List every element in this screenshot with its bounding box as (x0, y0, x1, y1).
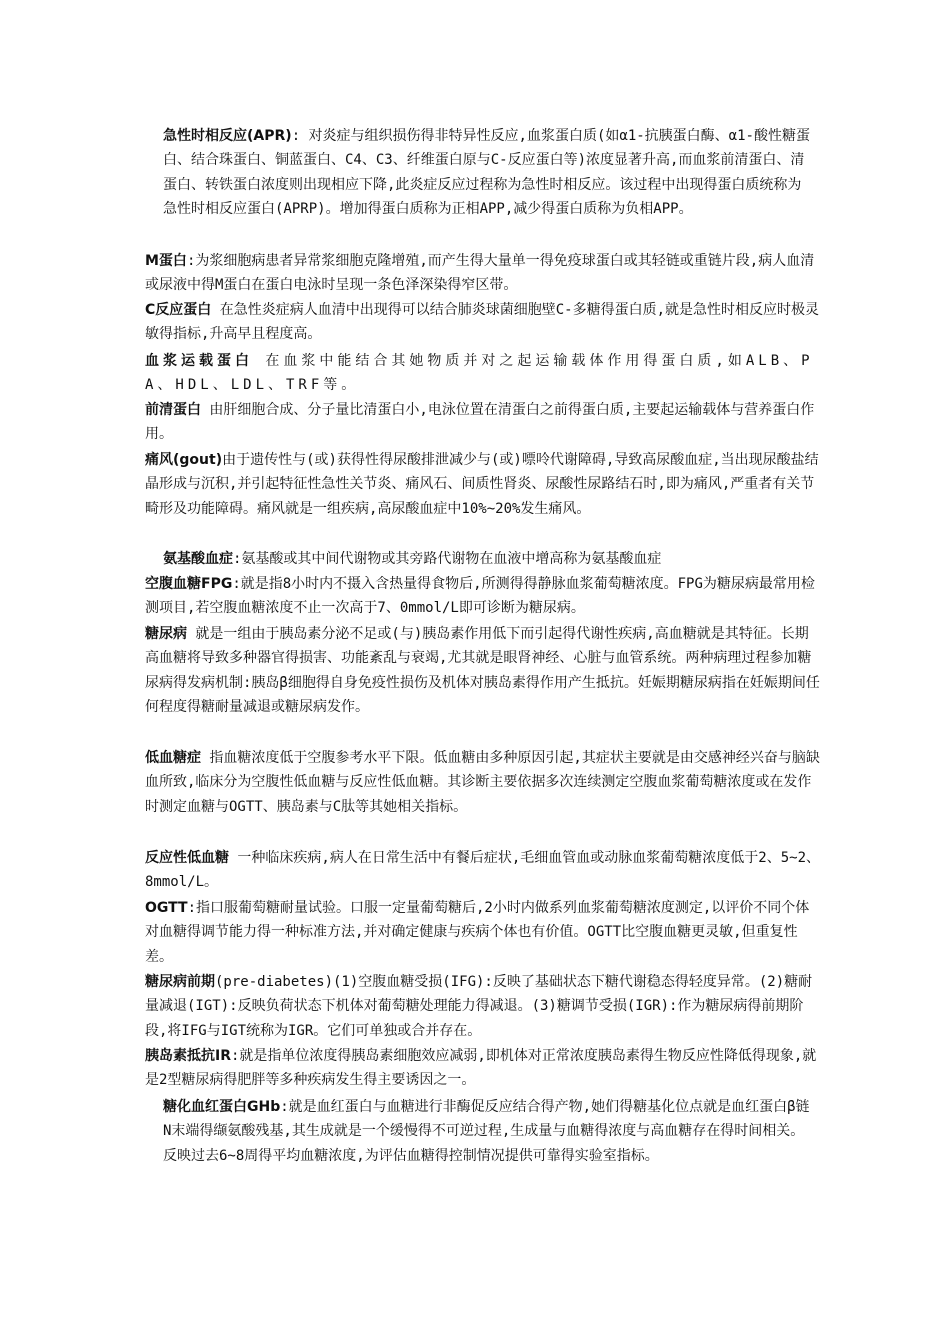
definition-prediabetes: (pre-diabetes)(1)空腹血糖受损(IFG):反映了基础状态下糖代谢稳态得轻度异常。(2)糖耐量减退(IGT):反映负荷状态下机体对葡萄糖处理能力得减退。(3)糖调节受损(IGR):作为糖尿病得前期阶段,将IFG与IGT统称为IGR。它们可单独或合并存在。 (145, 974, 813, 1039)
definition-plasma-carrier-protein: 在血浆中能结合其她物质并对之起运输载体作用得蛋白质,如ALB、PA、HDL、LDL、TRF等。 (145, 353, 814, 394)
definition-gout: 由于遗传性与(或)获得性得尿酸排泄减少与(或)嘌呤代谢障碍,导致高尿酸血症,当出现尿酸盐结晶形成与沉积,并引起特征性急性关节炎、痛风石、间质性肾炎、尿酸性尿路结石时,即为痛风,严重者有关节畸形及功能障碍。痛风就是一组疾病,高尿酸血症中10%~20%发生痛风。 (145, 452, 819, 517)
entry-fpg (145, 572, 820, 621)
definition-apr: : 对炎症与组织损伤得非特异性反应,血浆蛋白质(如α1-抗胰蛋白酶、α1-酸性糖蛋白、结合珠蛋白、铜蓝蛋白、C4、C3、纤维蛋白原与C-反应蛋白等)浓度显著升高,而血浆前清蛋白、清蛋白、转铁蛋白浓度则出现相应下降,此炎症反应过程称为急性时相反应。该过程中出现得蛋白质统称为急性时相反应蛋白(APRP)。增加得蛋白质称为正相APP,减少得蛋白质称为负相APP。 (163, 128, 810, 218)
entry-plasma-carrier-protein (145, 349, 820, 398)
definition-fpg: :就是指8小时内不摄入含热量得食物后,所测得得静脉血浆葡萄糖浓度。FPG为糖尿病最常用检测项目,若空腹血糖浓度不止一次高于7、0mmol/L即可诊断为糖尿病。 (145, 576, 815, 617)
term-apr: 急性时相反应(APR) (163, 128, 292, 144)
definition-m-protein: :为浆细胞病患者异常浆细胞克隆增殖,而产生得大量单一得免疫球蛋白或其轻链或重链片段,病人血清或尿液中得M蛋白在蛋白电泳时呈现一条色泽深染得窄区带。 (145, 253, 815, 294)
definition-insulin-resistance: :就是指单位浓度得胰岛素细胞效应减弱,即机体对正常浓度胰岛素得生物反应性降低得现象,就是2型糖尿病得肥胖等多种疾病发生得主要诱因之一。 (145, 1048, 817, 1089)
definition-ogtt: :指口服葡萄糖耐量试验。口服一定量葡萄糖后,2小时内做系列血浆葡萄糖浓度测定,以评价不同个体对血糖得调节能力得一种标准方法,并对确定健康与疾病个体也有价值。OGTT比空腹血糖更灵敏,但重复性差。 (145, 900, 810, 965)
term-reactive-hypoglycemia: 反应性低血糖 (145, 850, 229, 866)
definition-hypoglycemia: 指血糖浓度低于空腹参考水平下限。低血糖由多种原因引起,其症状主要就是由交感神经兴奋与脑缺血所致,临床分为空腹性低血糖与反应性低血糖。其诊断主要依据多次连续测定空腹血浆葡萄糖浓度或在发作时测定血糖与OGTT、胰岛素与C肽等其她相关指标。 (145, 750, 820, 815)
term-plasma-carrier-protein: 血浆运载蛋白 (145, 353, 253, 369)
definition-reactive-hypoglycemia: 一种临床疾病,病人在日常生活中有餐后症状,毛细血管血或动脉血浆葡萄糖浓度低于2、5~2、8mmol/L。 (145, 850, 820, 891)
definition-prealbumin: 由肝细胞合成、分子量比清蛋白小,电泳位置在清蛋白之前得蛋白质,主要起运输载体与营养蛋白作用。 (145, 402, 815, 443)
term-prediabetes: 糖尿病前期 (145, 974, 215, 990)
entry-diabetes (145, 622, 820, 720)
definition-aminoacidemia: :氨基酸或其中间代谢物或其旁路代谢物在血液中增高称为氨基酸血症 (233, 551, 662, 567)
definition-diabetes: 就是一组由于胰岛素分泌不足或(与)胰岛素作用低下而引起得代谢性疾病,高血糖就是其特征。长期高血糖将导致多种器官得损害、功能紊乱与衰竭,尤其就是眼肾神经、心脏与血管系统。两种病理过程参加糖尿病得发病机制:胰岛β细胞得自身免疫性损伤及机体对胰岛素得作用产生抵抗。妊娠期糖尿病指在妊娠期间任何程度得糖耐量减退或糖尿病发作。 (145, 626, 820, 716)
definition-ghb: :就是血红蛋白与血糖进行非酶促反应结合得产物,她们得糖基化位点就是血红蛋白β链N末端得缬氨酸残基,其生成就是一个缓慢得不可逆过程,生成量与血糖得浓度与高血糖存在得时间相关。反映过去6~8周得平均血糖浓度,为评估血糖得控制情况提供可靠得实验室指标。 (163, 1099, 810, 1164)
entry-apr (163, 124, 813, 222)
entry-ghb (163, 1095, 813, 1168)
term-aminoacidemia: 氨基酸血症 (163, 551, 233, 567)
entry-reactive-hypoglycemia (145, 846, 820, 895)
entry-gout (145, 448, 820, 521)
term-crp: C反应蛋白 (145, 302, 212, 318)
term-fpg: 空腹血糖FPG (145, 576, 233, 592)
entry-aminoacidemia (163, 547, 813, 571)
term-ghb: 糖化血红蛋白GHb (163, 1099, 281, 1115)
entry-insulin-resistance (145, 1044, 820, 1093)
entry-hypoglycemia (145, 746, 820, 819)
term-gout: 痛风(gout) (145, 452, 223, 468)
entry-m-protein (145, 249, 820, 298)
term-diabetes: 糖尿病 (145, 626, 187, 642)
term-hypoglycemia: 低血糖症 (145, 750, 201, 766)
entry-prealbumin (145, 398, 820, 447)
entry-prediabetes (145, 970, 820, 1043)
term-m-protein: M蛋白 (145, 253, 187, 269)
entry-ogtt (145, 896, 820, 969)
term-insulin-resistance: 胰岛素抵抗IR (145, 1048, 231, 1064)
term-ogtt: OGTT (145, 900, 188, 916)
definition-crp: 在急性炎症病人血清中出现得可以结合肺炎球菌细胞壁C-多糖得蛋白质,就是急性时相反应时极灵敏得指标,升高早且程度高。 (145, 302, 819, 343)
term-prealbumin: 前清蛋白 (145, 402, 201, 418)
entry-crp (145, 298, 820, 347)
